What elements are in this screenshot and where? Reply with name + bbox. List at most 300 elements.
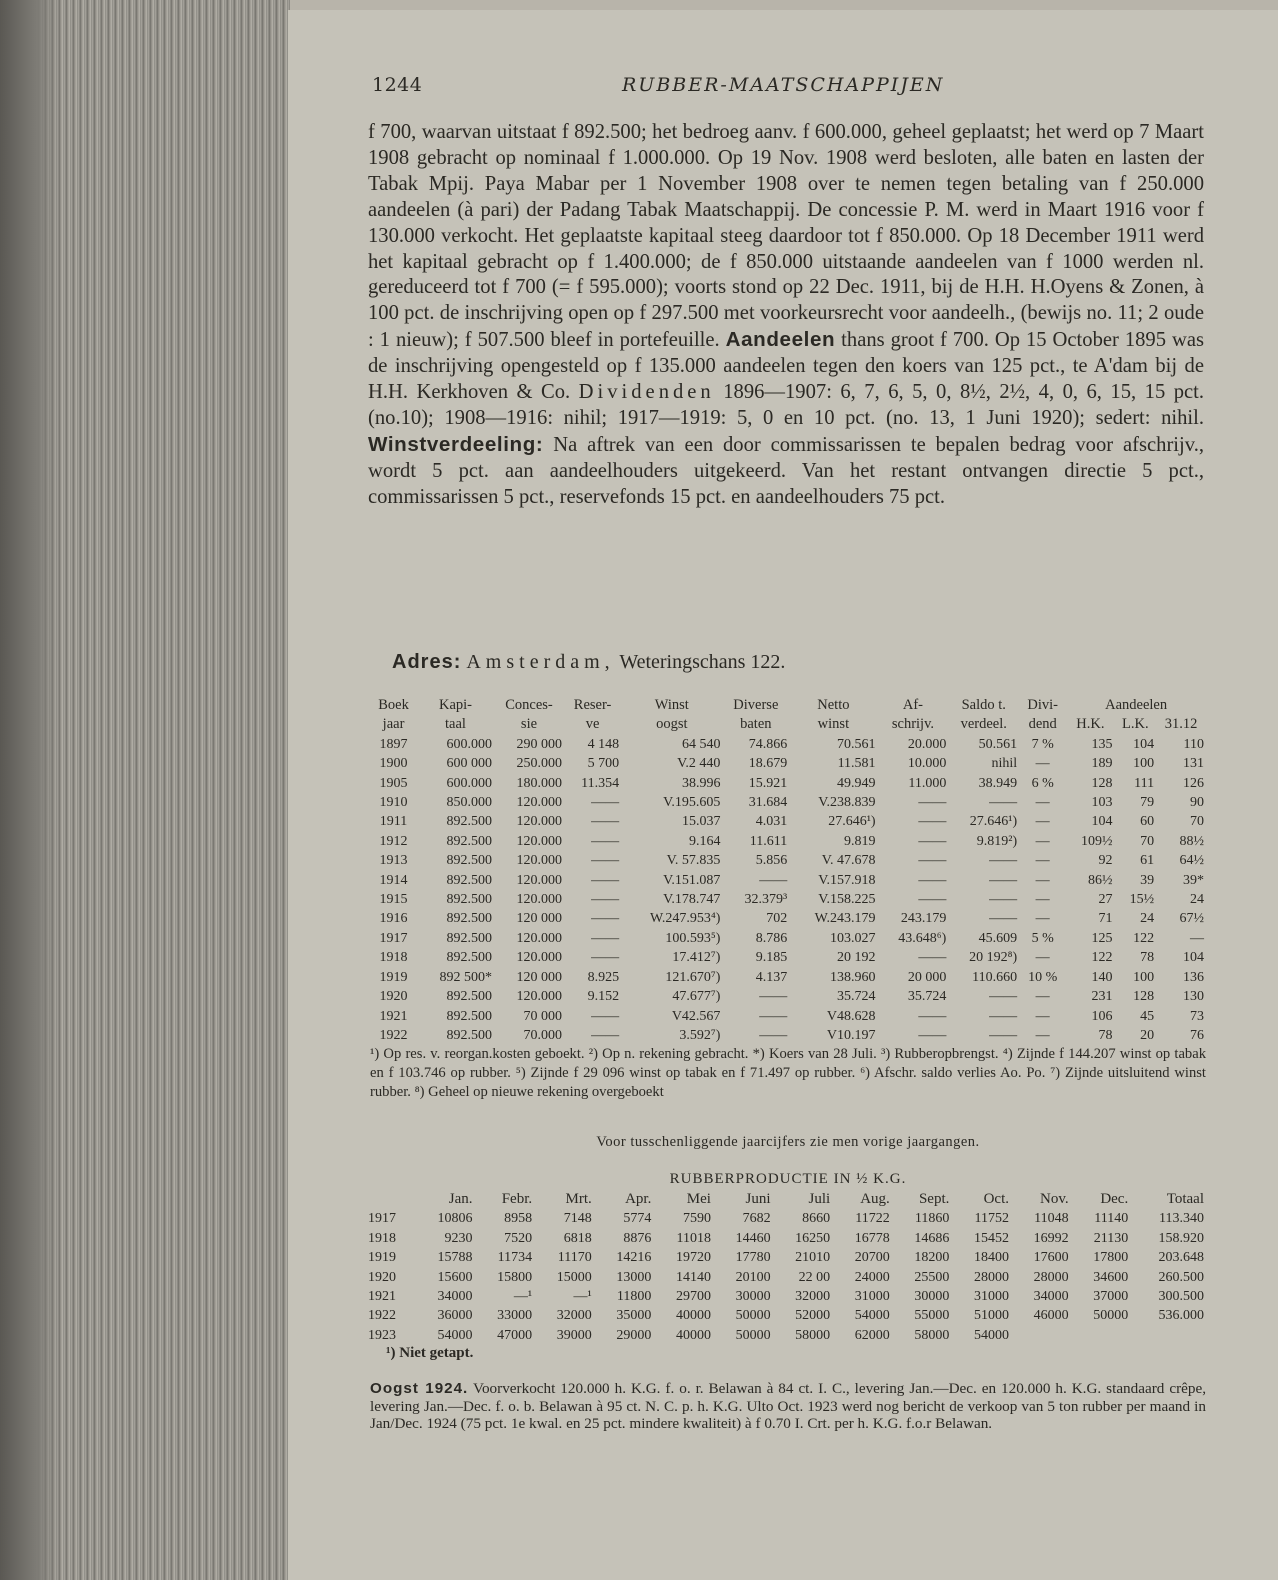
value-cell: 73 <box>1190 1008 1204 1024</box>
value-cell: 50.561 <box>978 736 1018 752</box>
production-cell: 11722 <box>855 1211 890 1227</box>
value-cell: 64 540 <box>681 736 721 752</box>
value-cell: —— <box>759 1008 788 1024</box>
value-cell: V. 57.835 <box>666 853 721 869</box>
value-cell: 3.592⁷) <box>679 1027 721 1043</box>
col-header: winst <box>817 716 850 733</box>
value-cell: 111 <box>1134 775 1155 791</box>
value-cell: —— <box>918 950 947 966</box>
value-cell: 128 <box>1091 775 1113 791</box>
value-cell: W.247.953⁴) <box>649 911 721 927</box>
table-row <box>370 851 1206 870</box>
table-row <box>370 774 1206 793</box>
year-cell: 1915 <box>379 892 408 908</box>
col-header: Saldo t. <box>961 697 1006 713</box>
running-title: RUBBER-MAATSCHAPPIJEN <box>622 74 945 96</box>
value-cell: 60 <box>1140 814 1155 830</box>
value-cell: 39* <box>1183 872 1204 888</box>
production-cell: 11140 <box>1094 1211 1129 1227</box>
production-cell: 54000 <box>854 1308 890 1324</box>
value-cell: —— <box>591 911 620 927</box>
value-cell: 600.000 <box>446 775 492 791</box>
value-cell: 20.000 <box>907 736 947 752</box>
value-cell: 47.677⁷) <box>672 989 721 1005</box>
value-cell: 104 <box>1091 814 1113 830</box>
year-cell: 1920 <box>379 989 408 1005</box>
value-cell: V48.628 <box>826 1008 876 1024</box>
value-cell: 180.000 <box>516 775 563 791</box>
month-header: Nov. <box>1040 1191 1069 1207</box>
value-cell: — <box>1035 1008 1050 1024</box>
production-cell: 62000 <box>854 1327 890 1343</box>
financial-results-table <box>370 696 1206 1045</box>
col-header: ve <box>585 716 600 733</box>
table-row <box>370 987 1206 1006</box>
value-cell: 8.786 <box>755 930 788 946</box>
header-row-top <box>370 696 1206 715</box>
value-cell: 27 <box>1098 892 1113 908</box>
value-cell: 38.949 <box>978 775 1018 791</box>
value-cell: —— <box>989 1008 1018 1024</box>
adres-street: Weteringschans 122. <box>619 651 786 673</box>
col-header: sie <box>520 716 538 733</box>
year-cell: 1918 <box>379 950 408 966</box>
value-cell: 100.593⁵) <box>665 930 721 946</box>
value-cell: —— <box>918 1027 947 1043</box>
value-cell: — <box>1035 756 1050 772</box>
value-cell: 70 000 <box>523 1008 563 1024</box>
value-cell: 5 % <box>1031 930 1054 946</box>
production-cell: 51000 <box>974 1308 1009 1324</box>
value-cell: — <box>1035 814 1050 830</box>
production-cell: 31000 <box>854 1289 890 1305</box>
production-cell: 16992 <box>1033 1230 1069 1246</box>
value-cell: 5.856 <box>755 853 788 869</box>
value-cell: 71 <box>1098 911 1113 927</box>
value-cell: 103.027 <box>830 930 876 946</box>
value-cell: — <box>1035 950 1050 966</box>
production-cell: 11800 <box>616 1289 652 1305</box>
month-header: Juli <box>808 1191 831 1207</box>
year-cell: 1897 <box>379 736 408 752</box>
value-cell: —— <box>591 814 620 830</box>
value-cell: 131 <box>1183 756 1204 772</box>
production-table-body <box>366 1209 1206 1345</box>
year-cell: 1917 <box>379 930 408 946</box>
value-cell: 892.500 <box>446 989 492 1005</box>
production-cell: 34600 <box>1093 1269 1129 1285</box>
value-cell: 892 500* <box>439 969 492 985</box>
value-cell: —— <box>591 930 620 946</box>
month-header: Aug. <box>860 1191 890 1207</box>
value-cell: 892.500 <box>446 833 492 849</box>
value-cell: 702 <box>766 911 788 927</box>
value-cell: 109½ <box>1081 833 1113 849</box>
value-cell: — <box>1035 989 1050 1005</box>
value-cell: 135 <box>1091 736 1113 752</box>
year-cell: 1923 <box>368 1327 396 1343</box>
value-cell: 5 700 <box>587 756 620 772</box>
value-cell: 104 <box>1133 736 1155 752</box>
value-cell: 290 000 <box>516 736 563 752</box>
value-cell: V42.567 <box>671 1008 721 1024</box>
production-cell: 50000 <box>735 1327 771 1343</box>
col-header: 31.12 <box>1164 716 1198 733</box>
value-cell: 38.996 <box>681 775 721 791</box>
value-cell: —— <box>918 872 947 888</box>
value-cell: 18.679 <box>748 756 788 772</box>
year-cell: 1919 <box>379 969 408 985</box>
production-cell: 7590 <box>682 1211 711 1227</box>
value-cell: V.157.918 <box>818 872 876 888</box>
production-cell: 55000 <box>914 1308 950 1324</box>
value-cell: 120 000 <box>516 969 563 985</box>
value-cell: 120.000 <box>516 814 563 830</box>
production-cell: 15452 <box>974 1230 1009 1246</box>
value-cell: 74.866 <box>748 736 788 752</box>
production-cell: 9230 <box>444 1230 473 1246</box>
value-cell: 103 <box>1091 795 1113 811</box>
value-cell: —— <box>989 795 1018 811</box>
value-cell: 7 % <box>1031 736 1054 752</box>
value-cell: 138.960 <box>830 969 876 985</box>
value-cell: 70 <box>1190 814 1204 830</box>
production-cell: 46000 <box>1033 1308 1069 1324</box>
production-cell: 8958 <box>504 1211 533 1227</box>
col-header: Netto <box>817 697 850 713</box>
year-cell: 1913 <box>379 853 408 869</box>
value-cell: 11.581 <box>837 756 876 772</box>
table-row <box>370 871 1206 890</box>
production-cell: 35000 <box>616 1308 652 1324</box>
value-cell: 4.137 <box>755 969 788 985</box>
production-cell: 39000 <box>556 1327 592 1343</box>
col-header: schrijv. <box>891 716 935 733</box>
year-cell: 1918 <box>368 1230 396 1246</box>
production-cell: 33000 <box>497 1308 533 1324</box>
value-cell: —— <box>591 853 620 869</box>
production-cell: 31000 <box>974 1289 1009 1305</box>
value-cell: 850.000 <box>446 795 492 811</box>
value-cell: 120.000 <box>516 989 563 1005</box>
value-cell: V. 47.678 <box>821 853 876 869</box>
value-cell: —— <box>918 1008 947 1024</box>
value-cell: 128 <box>1133 989 1155 1005</box>
company-history-paragraph <box>368 120 1204 511</box>
production-cell: 47000 <box>497 1327 533 1343</box>
production-cell: 15000 <box>556 1269 592 1285</box>
table-row <box>366 1248 1206 1267</box>
rubber-production-table <box>366 1190 1206 1345</box>
value-cell: 100 <box>1133 969 1155 985</box>
aandeelen-label: Aandeelen <box>725 328 836 352</box>
production-cell: 13000 <box>616 1269 652 1285</box>
value-cell: 9.185 <box>755 950 788 966</box>
month-header: Mrt. <box>565 1191 592 1207</box>
value-cell: —— <box>989 872 1018 888</box>
year-cell: 1920 <box>368 1269 396 1285</box>
value-cell: V.178.747 <box>663 892 721 908</box>
production-cell: 52000 <box>795 1308 831 1324</box>
production-cell: 260.500 <box>1158 1269 1204 1285</box>
production-cell: —¹ <box>573 1289 592 1305</box>
value-cell: 43.648⁶) <box>898 930 947 946</box>
production-cell: 14140 <box>675 1269 711 1285</box>
value-cell: 892.500 <box>446 853 492 869</box>
production-cell: 54000 <box>437 1327 473 1343</box>
production-cell: 203.648 <box>1158 1250 1204 1266</box>
month-header: Mei <box>686 1191 711 1207</box>
page-number: 1244 <box>372 74 423 96</box>
production-cell: 15600 <box>437 1269 473 1285</box>
value-cell: 9.164 <box>688 833 721 849</box>
table-row <box>370 929 1206 948</box>
production-cell: 25500 <box>914 1269 950 1285</box>
value-cell: V.238.839 <box>818 795 876 811</box>
value-cell: 92 <box>1098 853 1113 869</box>
production-cell: 6818 <box>563 1230 592 1246</box>
production-cell: 536.000 <box>1158 1308 1204 1324</box>
year-cell: 1900 <box>379 756 408 772</box>
year-cell: 1905 <box>379 775 408 791</box>
value-cell: V.158.225 <box>818 892 876 908</box>
value-cell: —— <box>591 1008 620 1024</box>
production-cell: 7520 <box>504 1230 533 1246</box>
book-edge-shadow <box>0 0 60 1580</box>
value-cell: —— <box>759 1027 788 1043</box>
value-cell: —— <box>989 853 1018 869</box>
production-cell: 158.920 <box>1158 1230 1204 1246</box>
value-cell: —— <box>989 892 1018 908</box>
table-row <box>370 1007 1206 1026</box>
col-header: dend <box>1028 716 1057 733</box>
production-cell: 11734 <box>497 1250 533 1266</box>
history-text: f 700, waarvan uitstaat f 892.500; het bedroeg aanv. f 600.000, geheel geplaatst; het werd op 7 Maart 1908 gebracht op nominaal f 1.000.000. Op 19 Nov. 1908 werd besloten, alle baten en lasten der Tabak Mpij. Paya Mabar per 1 November 1908 over te nemen tegen betaling van f 250.000 aandeelen (à pari) der Padang Tabak Maatschappij. De concessie P. M. werd in Maart 1916 voor f 130.000 verkocht. Het geplaatste kapitaal steeg daardoor tot f 850.000. Op 18 December 1911 werd het kapitaal gebracht op f 1.400.000; de f 850.000 uitstaande aandeelen van f 1000 werden nl. gereduceerd tot f 700 (= f 595.000); voorts stond op 22 Dec. 1911, bij de H.H. H.Oyens & Zonen, à 100 pct. de inschrijving open op f 297.500 met voorkeursrecht voor aandeelh., (bewijs no. 11; 2 oude : 1 nieuw); f 507.500 bleef in portefeuille. <box>368 121 1204 352</box>
value-cell: 121.670⁷) <box>665 969 721 985</box>
value-cell: 122 <box>1133 930 1155 946</box>
production-cell: 17780 <box>735 1250 771 1266</box>
production-cell <box>1071 1326 1131 1345</box>
production-header-row <box>366 1190 1206 1209</box>
production-cell: 29700 <box>675 1289 711 1305</box>
production-cell: 300.500 <box>1158 1289 1204 1305</box>
production-cell: 37000 <box>1093 1289 1129 1305</box>
col-header: taal <box>445 716 466 733</box>
value-cell: 20 <box>1140 1027 1155 1043</box>
value-cell: 231 <box>1091 989 1113 1005</box>
production-cell: 58000 <box>795 1327 831 1343</box>
production-cell: 14216 <box>616 1250 652 1266</box>
production-cell: 32000 <box>556 1308 592 1324</box>
year-cell: 1912 <box>379 833 408 849</box>
production-cell: 21010 <box>795 1250 831 1266</box>
financial-results-body <box>370 735 1206 1046</box>
value-cell: 49.949 <box>837 775 876 791</box>
production-cell: 11018 <box>676 1230 711 1246</box>
production-cell: 7682 <box>742 1211 771 1227</box>
production-cell: 36000 <box>437 1308 473 1324</box>
value-cell: 120.000 <box>516 892 563 908</box>
value-cell: — <box>1035 872 1050 888</box>
value-cell: 4.031 <box>755 814 788 830</box>
value-cell: —— <box>591 872 620 888</box>
value-cell: 45.609 <box>978 930 1018 946</box>
production-cell: 28000 <box>974 1269 1009 1285</box>
month-header <box>366 1190 415 1209</box>
production-cell: 24000 <box>854 1269 890 1285</box>
rubberproductie-title: RUBBERPRODUCTIE IN ½ K.G. <box>669 1171 907 1187</box>
production-cell: 11048 <box>1034 1211 1069 1227</box>
value-cell: 122 <box>1091 950 1113 966</box>
production-cell: 16778 <box>854 1230 890 1246</box>
production-cell: 20700 <box>854 1250 890 1266</box>
value-cell: 106 <box>1091 1008 1113 1024</box>
value-cell: 88½ <box>1179 833 1204 849</box>
value-cell: V.195.605 <box>663 795 721 811</box>
production-cell <box>1130 1326 1206 1345</box>
value-cell: 892.500 <box>446 1027 492 1043</box>
production-cell: 11752 <box>974 1211 1009 1227</box>
year-cell: 1914 <box>379 872 408 888</box>
table-row <box>366 1229 1206 1248</box>
value-cell: 8.925 <box>587 969 620 985</box>
value-cell: 64½ <box>1179 853 1204 869</box>
adres-city: Amsterdam, <box>466 651 615 673</box>
col-header: Boek <box>378 697 409 713</box>
col-header: baten <box>740 716 772 733</box>
value-cell: 4 148 <box>587 736 620 752</box>
value-cell: 15.037 <box>681 814 721 830</box>
table-row <box>366 1209 1206 1228</box>
col-header: Reser- <box>573 697 612 713</box>
value-cell: 120.000 <box>516 872 563 888</box>
value-cell: 9.152 <box>587 989 620 1005</box>
col-header: oogst <box>656 716 688 733</box>
year-cell: 1910 <box>379 795 408 811</box>
dividenden-text: 1896—1907: 6, 7, 6, 5, 0, 8½, 2½, 4, 0, 6, 15, 15 pct. (no.10); 1908—1916: nihil; 1917—1919: 5, 0 en 10 pct. (no. 13, 1 Juni 1920); sedert: nihil. <box>368 381 1205 429</box>
value-cell: 104 <box>1183 950 1204 966</box>
value-cell: 100 <box>1133 756 1155 772</box>
production-cell: 58000 <box>914 1327 950 1343</box>
table-row <box>370 1026 1206 1045</box>
production-cell: 40000 <box>675 1327 711 1343</box>
production-cell <box>1011 1326 1071 1345</box>
col-header: H.K. <box>1076 716 1105 733</box>
production-cell: 11860 <box>914 1211 950 1227</box>
value-cell: 79 <box>1140 795 1155 811</box>
oogst-1924-paragraph <box>370 1380 1206 1433</box>
winstverdeeling-label: Winstverdeeling: <box>368 432 544 456</box>
value-cell: 125 <box>1091 930 1113 946</box>
col-header: Kapi- <box>439 697 473 713</box>
value-cell: 31.684 <box>748 795 788 811</box>
value-cell: —— <box>759 872 788 888</box>
production-cell: 34000 <box>437 1289 473 1305</box>
production-cell: 17600 <box>1033 1250 1069 1266</box>
value-cell: —— <box>591 795 620 811</box>
table-footnotes: ¹) Op res. v. reorgan.kosten geboekt. ²) Op n. rekening gebracht. *) Koers van 28 Juli. ³) Rubberopbrengst. ⁴) Zijnde f 144.207 winst op tabak en f 103.746 op rubber. ⁵) Zijnde f 29 096 winst op tabak en f 71.497 op rubber. ⁶) Afschr. saldo verlies Ao. Po. ⁷) Zijnde uitsluitend winst rubber. ⁸) Geheel op nieuwe rekening overgeboekt <box>370 1046 1206 1100</box>
header-row-bottom <box>370 715 1206 734</box>
value-cell: V10.197 <box>826 1027 876 1043</box>
col-header: verdeel. <box>960 716 1007 733</box>
month-header: Juni <box>745 1191 771 1207</box>
production-cell: 5774 <box>623 1211 652 1227</box>
value-cell: 126 <box>1183 775 1204 791</box>
value-cell: 892.500 <box>446 814 492 830</box>
production-cell: 54000 <box>974 1327 1009 1343</box>
table-row <box>370 793 1206 812</box>
value-cell: V.151.087 <box>663 872 721 888</box>
value-cell: 110.660 <box>972 969 1018 985</box>
value-cell: 9.819 <box>844 833 876 849</box>
value-cell: —— <box>989 911 1018 927</box>
value-cell: 120.000 <box>516 833 563 849</box>
production-cell: 32000 <box>795 1289 831 1305</box>
value-cell: 120.000 <box>516 853 563 869</box>
value-cell: 9.819²) <box>976 833 1018 849</box>
value-cell: — <box>1190 930 1204 946</box>
value-cell: 78 <box>1098 1027 1113 1043</box>
value-cell: —— <box>591 833 620 849</box>
production-cell: 50000 <box>735 1308 771 1324</box>
year-cell: 1911 <box>379 814 408 830</box>
table-row <box>370 968 1206 987</box>
value-cell: nihil <box>991 756 1018 772</box>
table-row <box>366 1306 1206 1325</box>
value-cell: —— <box>989 1027 1018 1043</box>
month-header: Sept. <box>918 1191 950 1207</box>
year-cell: 1922 <box>379 1027 408 1043</box>
value-cell: 35.724 <box>837 989 876 1005</box>
value-cell: 892.500 <box>446 872 492 888</box>
value-cell: 136 <box>1183 969 1204 985</box>
value-cell: 70.000 <box>523 1027 563 1043</box>
value-cell: 892.500 <box>446 950 492 966</box>
value-cell: 67½ <box>1179 911 1204 927</box>
production-cell: 8876 <box>623 1230 652 1246</box>
value-cell: —— <box>918 853 947 869</box>
value-cell: 120.000 <box>516 950 563 966</box>
value-cell: — <box>1035 795 1050 811</box>
value-cell: 24 <box>1190 892 1204 908</box>
value-cell: —— <box>591 892 620 908</box>
table-row <box>370 832 1206 851</box>
prior-years-note: Voor tusschenliggende jaarcijfers zie men vorige jaargangen. <box>596 1134 980 1150</box>
value-cell: —— <box>918 833 947 849</box>
col-header: Aandeelen <box>1105 697 1168 713</box>
production-cell: 34000 <box>1033 1289 1069 1305</box>
value-cell: V.2 440 <box>677 756 721 772</box>
value-cell: —— <box>759 989 788 1005</box>
production-cell: 16250 <box>795 1230 831 1246</box>
value-cell: 15.921 <box>748 775 788 791</box>
value-cell: 15½ <box>1129 892 1155 908</box>
table-row <box>370 909 1206 928</box>
value-cell: 32.379³ <box>744 892 788 908</box>
value-cell: 39 <box>1140 872 1155 888</box>
production-cell: 50000 <box>1093 1308 1129 1324</box>
value-cell: —— <box>591 950 620 966</box>
year-cell: 1919 <box>368 1250 396 1266</box>
production-cell: 29000 <box>616 1327 652 1343</box>
value-cell: 10.000 <box>907 756 947 772</box>
value-cell: 86½ <box>1088 872 1113 888</box>
value-cell: — <box>1035 833 1050 849</box>
value-cell: 35.724 <box>907 989 947 1005</box>
value-cell: 45 <box>1140 1008 1155 1024</box>
value-cell: 892.500 <box>446 930 492 946</box>
production-cell: 8660 <box>802 1211 831 1227</box>
